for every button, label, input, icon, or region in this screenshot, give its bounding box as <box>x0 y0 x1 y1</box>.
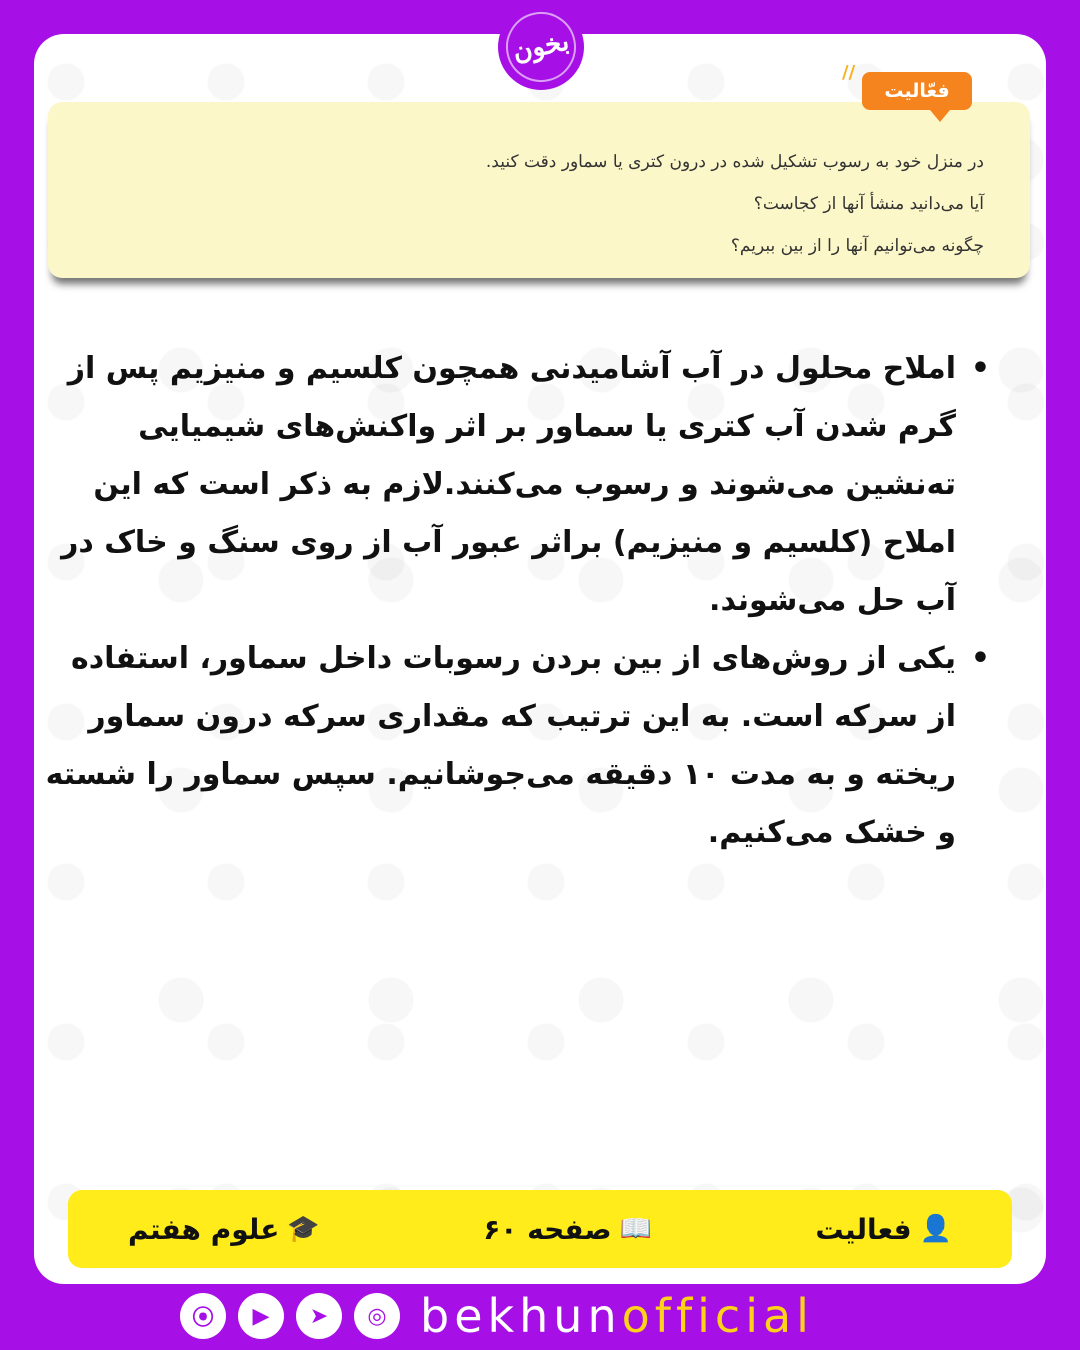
answer-bullet: • املاح محلول در آب آشامیدنی همچون کلسیم و منیزیم پس از گرم شدن آب کتری یا سماور بر اثر واکنش‌های شیمیایی ته‌نشین می‌شوند و رسوب می‌کنند.لازم به ذکر است که این املاح (کلسیم و منیزیم) براثر عبور آب از روی سنگ و خاک در آب حل می‌شوند. <box>36 340 956 630</box>
footer-page <box>483 1213 652 1246</box>
book-icon: 📖 <box>619 1214 652 1244</box>
brand-part2: official <box>621 1289 814 1343</box>
social-row <box>180 1290 900 1342</box>
footer-activity <box>815 1213 952 1246</box>
brand-name <box>420 1289 814 1343</box>
footer-subject-label: علوم هفتم <box>128 1212 280 1246</box>
book-line: آیا می‌دانید منشأ آنها از کجاست؟ <box>753 194 984 214</box>
footer-page-label: صفحه ۶۰ <box>483 1212 612 1246</box>
youtube-icon[interactable]: ▶ <box>238 1293 284 1339</box>
tag-decoration-icon: // <box>842 62 856 83</box>
graduation-cap-icon: 🎓 <box>287 1214 320 1244</box>
footer-subject <box>128 1213 320 1246</box>
instagram-icon[interactable]: ◎ <box>354 1293 400 1339</box>
logo-text: بخون <box>499 5 582 88</box>
answer-bullet: • یکی از روش‌های از بین بردن رسوبات داخل سماور، استفاده از سرکه است. به این ترتیب که مقداری سرکه درون سماور ریخته و به مدت ۱۰ دقیقه می‌جوشانیم. سپس سماور را شسته و خشک می‌کنیم. <box>36 630 956 862</box>
teacher-icon: 👤 <box>919 1214 952 1244</box>
aparat-icon[interactable]: ⦿ <box>180 1293 226 1339</box>
telegram-icon[interactable]: ➤ <box>296 1293 342 1339</box>
logo <box>498 4 584 90</box>
book-line: چگونه می‌توانیم آنها را از بین ببریم؟ <box>730 236 984 256</box>
answer-list <box>36 340 984 862</box>
footer-activity-label: فعالیت <box>815 1212 912 1246</box>
book-excerpt-lines <box>264 144 984 270</box>
book-line: در منزل خود به رسوب تشکیل شده در درون کتری یا سماور دقت کنید. <box>485 152 984 172</box>
footer-bar <box>68 1190 1012 1268</box>
brand-part1: bekhun <box>420 1289 622 1343</box>
activity-tag: فعّالیت <box>862 72 972 110</box>
